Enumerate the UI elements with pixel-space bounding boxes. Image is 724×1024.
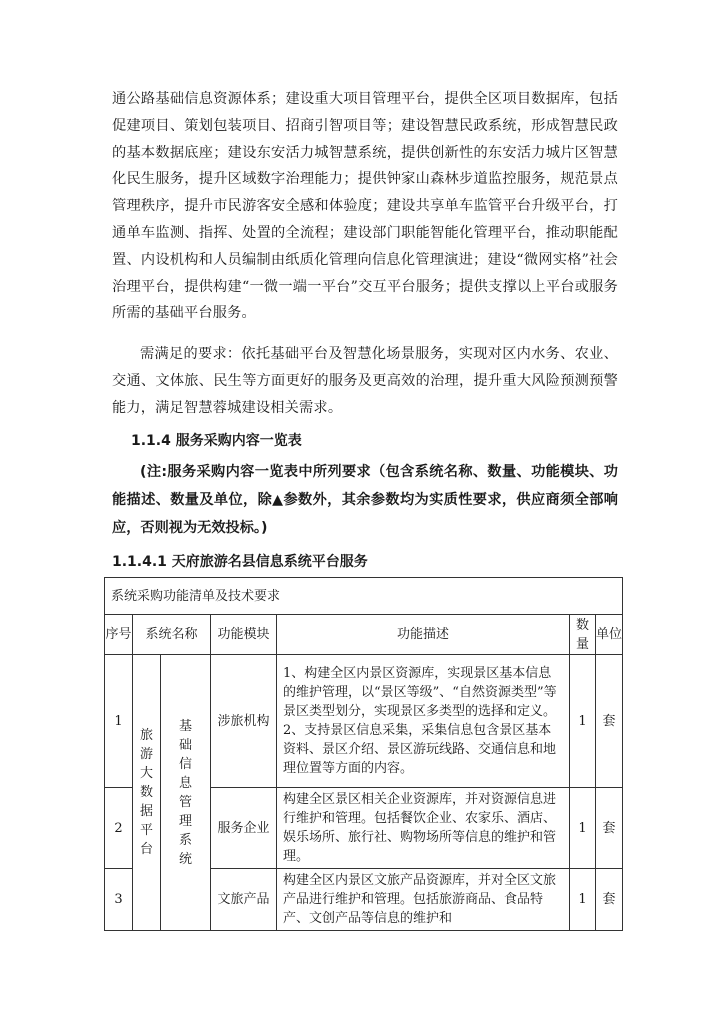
row-quantity: 1 [570,655,596,788]
header-quantity: 数量 [570,615,596,655]
row-module: 文旅产品 [211,869,277,931]
header-system-name: 系统名称 [133,615,211,655]
row-unit: 套 [596,788,623,869]
row-description: 构建全区景区相关企业资源库，并对资源信息进行维护和管理。包括餐饮企业、农家乐、酒店、娱乐场所、旅行社、购物场所等信息的维护和管理。 [277,788,570,869]
section-heading-1-1-4: 1.1.4 服务采购内容一览表 [131,433,302,449]
table-caption: 系统采购功能清单及技术要求 [105,578,623,615]
table-header-row [105,615,623,655]
table-caption-row [105,578,623,615]
row-unit: 套 [596,655,623,788]
row-module: 服务企业 [211,788,277,869]
header-description: 功能描述 [277,615,570,655]
row-description: 构建全区内景区文旅产品资源库，并对全区文旅产品进行维护和管理。包括旅游商品、食品特产、文创产品等信息的维护和 [277,869,570,931]
row-seq: 1 [105,655,133,788]
row-module: 涉旅机构 [211,655,277,788]
row-seq: 3 [105,869,133,931]
row-unit: 套 [596,869,623,931]
header-unit: 单位 [596,615,623,655]
row-seq: 2 [105,788,133,869]
row-description: 1、构建全区内景区资源库，实现景区基本信息的维护管理，以“景区等级”、“自然资源类型”等景区类型划分，实现景区多类型的选择和定义。 2、支持景区信息采集，采集信息包含景区基本资料、景区介绍、景区游玩线路、交通信息和地理位置等方面的内容。 [277,655,570,788]
system-name-cell: 旅 游 大 数 据 平 台 [133,655,161,931]
procurement-spec-table [104,577,623,931]
table-row [105,655,623,788]
body-paragraph-2: 需满足的要求：依托基础平台及智慧化场景服务，实现对区内水务、农业、交通、文体旅、民生等方面更好的服务及更高效的治理，提升重大风险预测预警能力，满足智慧蓉城建设相关需求。 [112,346,618,416]
body-paragraph-1: 通公路基础信息资源体系；建设重大项目管理平台，提供全区项目数据库，包括促建项目、策划包装项目、招商引智项目等；建设智慧民政系统，形成智慧民政的基本数据底座；建设东安活力城智慧系统，提供创新性的东安活力城片区智慧化民生服务，提升区域数字治理能力；提供钟家山森林步道监控服务，规范景点管理秩序，提升市民游客安全感和体验度；建设共享单车监管平台升级平台，打通单车监测、指挥、处置的全流程；建设部门职能智能化管理平台，推动职能配置、内设机构和人员编制由纸质化管理向信息化管理演进；建设“微网实格”社会治理平台，提供构建“一微一端一平台”交互平台服务；提供支撑以上平台或服务所需的基础平台服务。 [112,91,618,322]
header-seq: 序号 [105,615,133,655]
subsystem-name-cell: 基 础 信 息 管 理 系 统 [161,655,211,931]
row-quantity: 1 [570,869,596,931]
section-heading-1-1-4-1: 1.1.4.1 天府旅游名县信息系统平台服务 [112,554,368,570]
row-quantity: 1 [570,788,596,869]
procurement-note: (注:服务采购内容一览表中所列要求（包含系统名称、数量、功能模块、功能描述、数量及单位，除▲参数外，其余参数均为实质性要求，供应商须全部响应，否则视为无效投标。) [112,464,618,536]
header-module: 功能模块 [211,615,277,655]
